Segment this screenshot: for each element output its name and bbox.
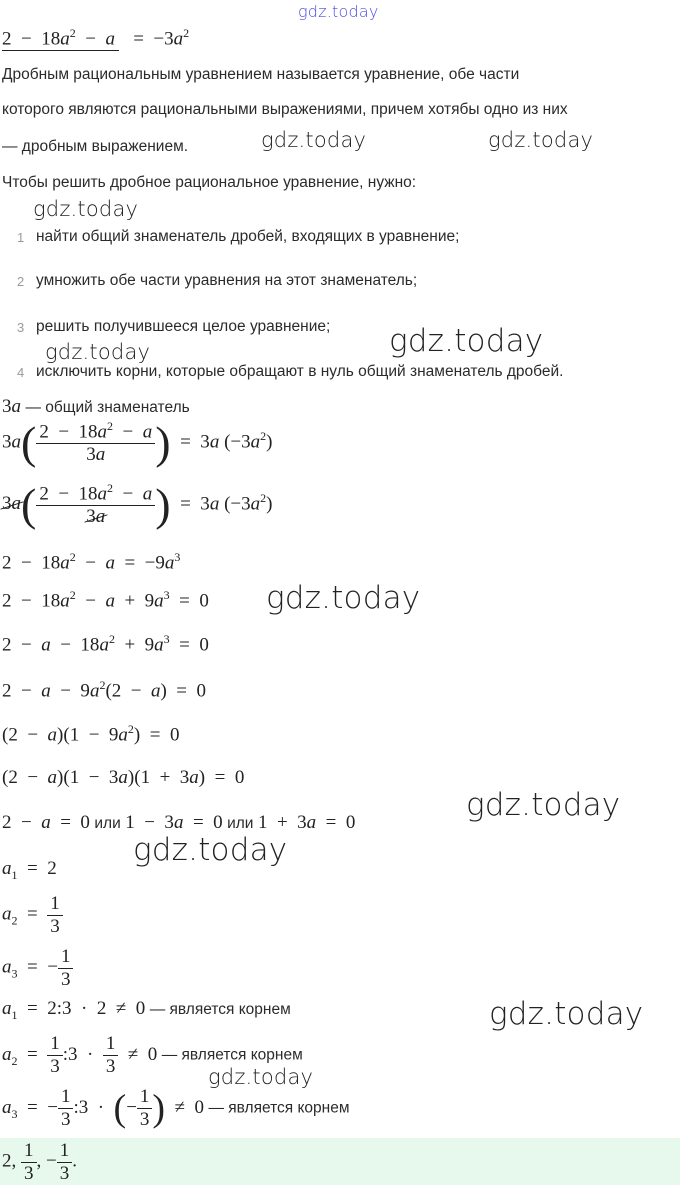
step-text: решить получившееся целое уравнение; (36, 318, 331, 335)
step-number: 3 (17, 320, 25, 335)
watermark: gdz.today (466, 787, 621, 823)
watermark: gdz.today (488, 128, 594, 152)
cases-line: 2 − a = 0 или 1 − 3a = 0 или 1 + 3a = 0 (2, 812, 356, 833)
watermark: gdz.today (45, 340, 151, 364)
answer-roots: 2, $\frac{1}{3}$ , − $\frac{1}{3}$ . (2, 1140, 77, 1184)
definition-line-1: Дробным рациональным уравнением называется уравнение, обе части (2, 66, 520, 83)
step-number: 2 (17, 274, 25, 289)
common-denominator-line: 3a — общий знаменатель (2, 396, 190, 417)
original-equation: $2 - 18a^2 - a = -3a^2$ (2, 26, 190, 50)
definition-line-2: которого являются рациональными выражениями, причем хотябы одно из них (2, 101, 568, 118)
step-number: 1 (17, 230, 25, 245)
root-a1: $a_1 = 2$ (2, 858, 57, 882)
watermark: gdz.today (266, 580, 421, 616)
is-root-text: — является корнем (208, 1099, 350, 1117)
equation-line: $(2 - a)(1 - 9a^2) = 0$ (2, 722, 180, 746)
step-text: найти общий знаменатель дробей, входящих в уравнение; (36, 228, 460, 245)
watermark: gdz.today (298, 2, 379, 21)
root-a2: $a_2$ = $\frac{1}{3}$ (2, 893, 63, 938)
watermark: gdz.today (489, 996, 644, 1032)
equation-line: $2 - 18a^2 - a + 9a^3 = 0$ (2, 588, 209, 612)
or-word: или (227, 815, 254, 832)
check-a1: $a_1$ = 2:3 · 2 ≠ 0 — является корнем (2, 998, 291, 1022)
root-a3: $a_3$ = − $\frac{1}{3}$ (2, 946, 73, 991)
steps-intro: Чтобы решить дробное рациональное уравнение, нужно: (2, 174, 417, 191)
watermark: gdz.today (33, 197, 139, 221)
step-text: умножить обе части уравнения на этот знаменатель; (36, 272, 418, 289)
common-denominator-text: — общий знаменатель (25, 399, 190, 416)
watermark: gdz.today (389, 323, 544, 359)
equation-line: $2 - a - 9a^2(2 - a) = 0$ (2, 678, 207, 702)
answer-box (0, 1138, 680, 1185)
check-a3: $a_3$ = − $\frac{1}{3}$ :3 · (− $\frac{1}{3}$ ) ≠ 0 — является корнем (2, 1086, 350, 1130)
step-number: 4 (17, 365, 25, 380)
is-root-text: — является корнем (149, 1001, 291, 1018)
cancelled-equation: 3a( $\frac{2 - 18a^2 - a}{3a}$ ) = 3a $(-3a^2)$ (2, 479, 273, 531)
watermark: gdz.today (208, 1065, 314, 1089)
check-a2: $a_2$ = $\frac{1}{3}$ :3 · $\frac{1}{3}$ ≠ 0 — является корнем (2, 1033, 303, 1077)
equation-line: $2 - a - 18a^2 + 9a^3 = 0$ (2, 632, 209, 656)
watermark: gdz.today (133, 832, 288, 868)
is-root-text: — является корнем (161, 1046, 303, 1064)
watermark: gdz.today (261, 128, 367, 152)
definition-line-3: — дробным выражением. (2, 138, 189, 155)
equation-line: (2 − a)(1 − 3a)(1 + 3a) = 0 (2, 767, 245, 788)
or-word: или (94, 815, 121, 832)
step-text: исключить корни, которые обращают в нуль общий знаменатель дробей. (36, 363, 564, 380)
equation-line: $2 - 18a^2 - a = -9a^3$ (2, 550, 181, 574)
multiplied-equation: 3a( $\frac{2 - 18a^2 - a}{3a}$ ) = 3a $(-3a^2)$ (2, 417, 273, 469)
